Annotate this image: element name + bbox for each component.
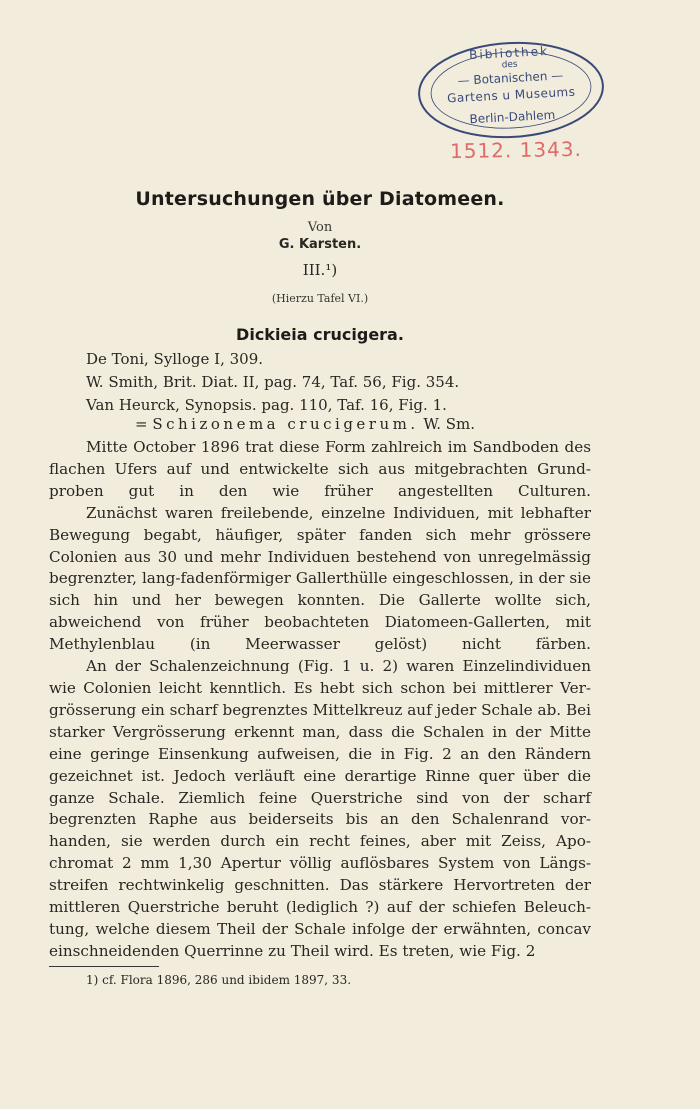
synonym-name: Schizonema crucigerum.	[152, 415, 419, 433]
text-line: Mitte eine geringe Einsenkung aufweisen, die in Fig. 2 an den	[49, 722, 592, 763]
body-text	[49, 437, 591, 963]
text-line: Bewegung begabt, häufiger, später fanden sich mehr grössere Colonien	[49, 525, 591, 566]
text-line: Mitte October 1896 trat diese Form zahlreich im Sandboden des	[86, 438, 591, 456]
synonym-prefix: =	[135, 415, 153, 433]
stamp-line-3: — Botanischen —	[457, 68, 564, 88]
byline-von: Von	[307, 220, 333, 235]
text-line: grösserung ein scharf begrenztes Mittelkreuz auf jeder Schale ab.	[49, 700, 562, 719]
part-number: III.¹)	[302, 261, 338, 279]
text-line: streifen rechtwinkelig geschnitten. Das stärkere Hervortreten der	[49, 876, 591, 895]
reference-line: De Toni, Sylloge I, 309.	[86, 350, 264, 368]
stamp-line-4: Gartens u Museums	[446, 84, 576, 106]
text-line: tung, welche diesem Theil der Schale infolge der erwähnten, concav	[49, 919, 591, 938]
text-line: mittleren Querstriche beruht (lediglich ?) auf der schiefen Beleuch-	[49, 898, 591, 917]
text-line: einschneidenden Querrinne zu Theil wird. Es treten, wie Fig. 2	[49, 941, 536, 960]
synonym-author: W. Sm.	[418, 415, 475, 433]
text-line: wie Colonien leicht kenntlich. Es hebt sich schon bei mittlerer Ver-	[49, 678, 591, 697]
reference-line: Van Heurck, Synopsis. pag. 110, Taf. 16, Fig. 1.	[86, 396, 447, 414]
paragraph	[49, 656, 591, 963]
text-line: scharf begrenzten Raphe aus beiderseits bis an den Schalenrand vor-	[49, 788, 592, 829]
text-line: Meerwasser gelöst) nicht färben.	[245, 635, 591, 654]
page-title: Untersuchungen über Diatomeen.	[135, 188, 505, 210]
footnote-divider	[49, 966, 159, 967]
text-line: Rändern gezeichnet ist. Jedoch verläuft eine derartige Rinne quer	[49, 744, 592, 785]
paragraph	[49, 503, 591, 656]
author-name: G. Karsten.	[278, 237, 362, 252]
text-line: über die ganze Schale. Ziemlich feine Querstriche sind von der	[49, 766, 592, 807]
library-stamp	[414, 35, 609, 145]
stamp-line-2: des	[501, 59, 518, 71]
text-line: An der Schalenzeichnung (Fig. 1 u. 2) waren Einzelindividuen	[86, 657, 591, 676]
stamp-line-5: Berlin-Dahlem	[469, 107, 556, 127]
footnote: 1) cf. Flora 1896, 286 und ibidem 1897, 33.	[86, 973, 352, 987]
text-line: und her bewegen konnten. Die Gallerte wollte sich, abweichend	[49, 591, 592, 632]
section-title: Dickieia crucigera.	[236, 325, 404, 344]
stamp-line-1: Bibliothek	[468, 43, 550, 63]
paragraph	[49, 437, 591, 503]
text-line: aus 30 und mehr Individuen bestehend von unregelmässig begrenzter,	[49, 547, 591, 588]
synonym-line	[135, 415, 475, 433]
text-line: handen, sie werden durch ein recht feines, aber mit Zeiss, Apo-	[49, 832, 591, 851]
reference-line: W. Smith, Brit. Diat. II, pag. 74, Taf. 56, Fig. 354.	[86, 373, 460, 391]
text-line: flachen Ufers auf und entwickelte sich aus mitgebrachten Grund-	[49, 459, 591, 478]
text-line: Bei starker Vergrösserung erkennt man, dass die Schalen in der	[49, 700, 591, 741]
plate-note: (Hierzu Tafel VI.)	[271, 292, 369, 305]
handwritten-accession-number: 1512. 1343.	[449, 136, 583, 164]
text-line: chromat 2 mm 1,30 Apertur völlig auflösbares System von Längs-	[49, 854, 591, 873]
text-line: Zunächst waren freilebende, einzelne Individuen, mit lebhafter	[86, 503, 591, 522]
text-line: proben gut in den wie früher angestellten Culturen.	[49, 481, 591, 500]
text-line: von früher beobachteten Diatomeen-Gallerten, mit Methylenblau (in	[49, 613, 592, 654]
text-line: lang-fadenförmiger Gallerthülle eingeschlossen, in der sie sich hin	[49, 569, 591, 610]
